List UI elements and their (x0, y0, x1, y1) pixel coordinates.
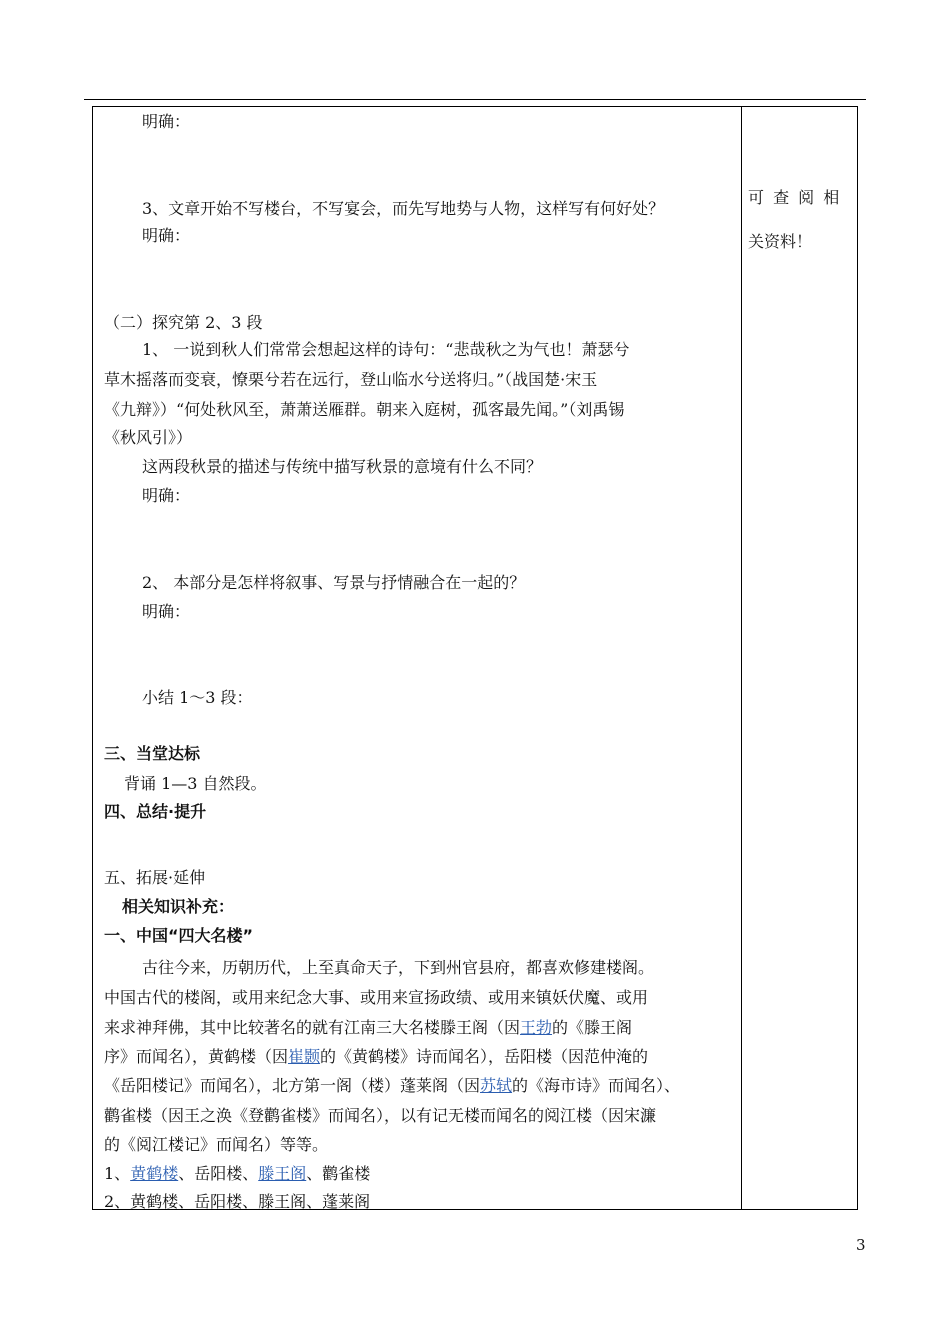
question-1-line: 这两段秋景的描述与传统中描写秋景的意境有什么不同？ (142, 457, 543, 476)
page-number: 3 (856, 1236, 866, 1254)
list-item (104, 1162, 370, 1186)
sushi-link[interactable]: 苏轼 (480, 1076, 513, 1095)
wangbo-link[interactable]: 王勃 (520, 1018, 553, 1037)
text-span: 、鹳雀楼 (306, 1164, 371, 1183)
answer-label: 明确： (142, 112, 191, 131)
paragraph-line: 鹳雀楼（因王之涣《登鹳雀楼》而闻名），以有记无楼而闻名的阅江楼（因宋濂 (104, 1106, 657, 1125)
header-rule (84, 99, 866, 100)
text-span: 、岳阳楼、 (178, 1164, 259, 1183)
question-2: 2、 本部分是怎样将叙事、写景与抒情融合在一起的？ (142, 573, 526, 592)
huanghelou-link[interactable]: 黄鹤楼 (130, 1164, 179, 1183)
question-1-line: 《九辩》）“何处秋风至，萧萧送雁群。朝来入庭树，孤客最先闻。”（刘禹锡 (104, 400, 625, 419)
paragraph-line: 古往今来，历朝历代，上至真命天子，下到州官县府，都喜欢修建楼阁。 (142, 958, 655, 977)
tengwangge-link[interactable]: 滕王阁 (258, 1164, 307, 1183)
paragraph-line (104, 1074, 680, 1098)
section-heading-5: 五、拓展·延伸 (104, 868, 206, 887)
list-item: 2、黄鹤楼、岳阳楼、滕王阁、蓬莱阁 (104, 1192, 371, 1211)
question-1-line: 《秋风引》） (104, 428, 193, 447)
text-span: 序》而闻名），黄鹤楼（因 (104, 1047, 289, 1066)
side-note-line: 关资料！ (748, 232, 813, 251)
text-span: 的《滕王阁 (552, 1018, 633, 1037)
question-1-line: 草木摇落而变衰，憭栗兮若在远行，登山临水兮送将归。”（战国楚·宋玉 (104, 370, 598, 389)
text-span: 的《黄鹤楼》诗而闻名），岳阳楼（因范仲淹的 (320, 1047, 649, 1066)
paragraph-line: 中国古代的楼阁，或用来纪念大事、或用来宣扬政绩、或用来镇妖伏魔、或用 (104, 988, 649, 1007)
cuihao-link[interactable]: 崔颢 (288, 1047, 321, 1066)
column-divider (741, 106, 742, 1210)
question-1-line: 1、 一说到秋人们常常会想起这样的诗句：“悲哉秋之为气也！萧瑟兮 (142, 340, 630, 359)
task-text: 背诵 1—3 自然段。 (124, 774, 267, 793)
text-span: 《岳阳楼记》而闻名），北方第一阁（楼）蓬莱阁（因 (104, 1076, 481, 1095)
summary-label: 小结 1～3 段： (142, 688, 253, 707)
towers-heading: 一、中国“四大名楼” (104, 926, 254, 945)
side-note-line: 可 查 阅 相 (748, 188, 842, 207)
text-span: 的《海市诗》而闻名）、 (512, 1076, 681, 1095)
answer-label: 明确： (142, 486, 191, 505)
paragraph-line: 的《阅江楼记》而闻名）等等。 (104, 1135, 329, 1154)
answer-label: 明确： (142, 226, 191, 245)
section-heading-4: 四、总结·提升 (104, 802, 207, 821)
section-heading: （二）探究第 2、3 段 (104, 313, 263, 332)
answer-label: 明确： (142, 602, 191, 621)
supplement-heading: 相关知识补充： (122, 897, 235, 916)
text-span: 1、 (104, 1164, 131, 1183)
section-heading-3: 三、当堂达标 (104, 744, 201, 763)
paragraph-line (104, 1045, 648, 1069)
text-span: 来求神拜佛，其中比较著名的就有江南三大名楼滕王阁（因 (104, 1018, 521, 1037)
question-3: 3、文章开始不写楼台，不写宴会，而先写地势与人物，这样写有何好处？ (142, 199, 665, 218)
paragraph-line (104, 1016, 632, 1040)
